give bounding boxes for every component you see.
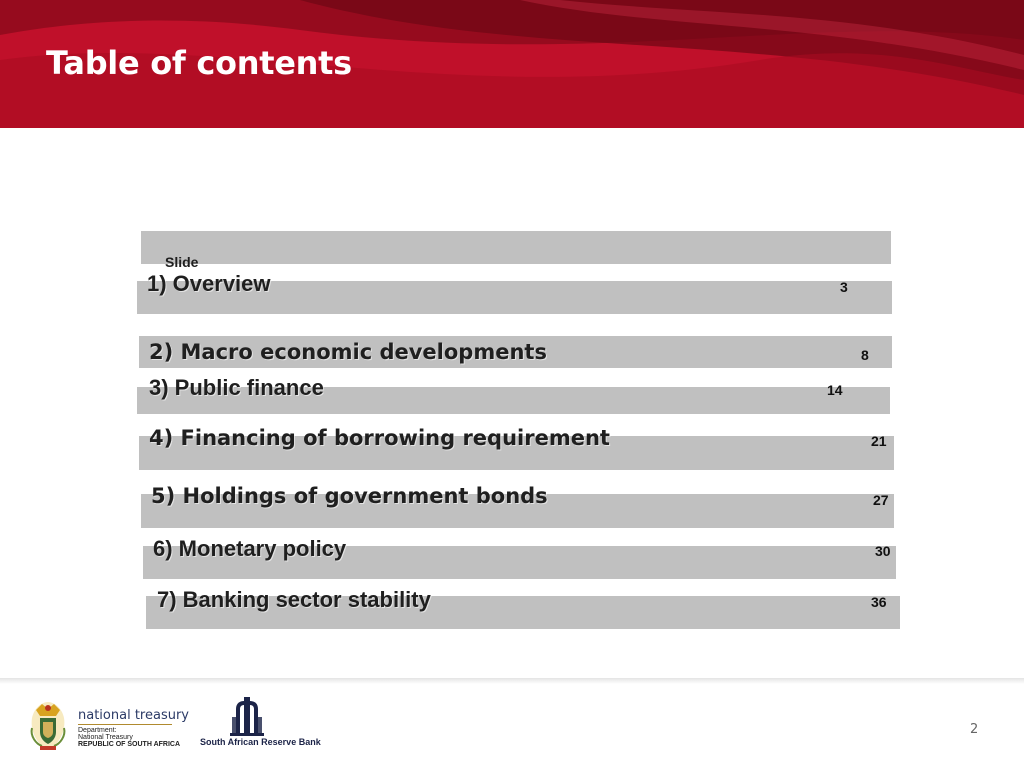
toc-item-label: 3) Public finance <box>149 375 324 400</box>
toc-item-page: 27 <box>873 492 889 508</box>
page-number: 2 <box>970 722 979 737</box>
toc-item-label: 5) Holdings of government bonds <box>151 484 548 508</box>
toc-item-label: 6) Monetary policy <box>153 536 347 561</box>
toc-item-page: 36 <box>871 594 887 610</box>
national-treasury-rule <box>78 724 172 725</box>
slide-title: Table of contents <box>46 44 352 82</box>
sarb-logo-icon <box>228 695 266 737</box>
toc-item-label: 7) Banking sector stability <box>157 587 431 612</box>
toc-item-page: 3 <box>840 279 848 295</box>
national-treasury-name: national treasury <box>78 708 189 723</box>
toc-item-label: 1) Overview <box>147 271 271 296</box>
toc-item-page: 30 <box>875 543 891 559</box>
toc-item-label: 2) Macro economic developments <box>149 340 547 364</box>
national-treasury-line3: REPUBLIC OF SOUTH AFRICA <box>78 741 181 748</box>
header-band <box>0 0 1024 128</box>
national-treasury-line2: National Treasury <box>78 734 133 741</box>
toc-column-header: Slide <box>165 254 199 270</box>
toc-item-page: 8 <box>861 347 869 363</box>
national-treasury-line1: Department: <box>78 727 117 734</box>
sarb-name: South African Reserve Bank <box>200 737 321 747</box>
toc-item-page: 14 <box>827 382 843 398</box>
coat-of-arms-icon <box>28 700 68 752</box>
toc-item-label: 4) Financing of borrowing requirement <box>149 426 610 450</box>
footer-divider <box>0 678 1024 684</box>
toc-item-page: 21 <box>871 433 887 449</box>
toc-header-bar <box>141 231 891 264</box>
